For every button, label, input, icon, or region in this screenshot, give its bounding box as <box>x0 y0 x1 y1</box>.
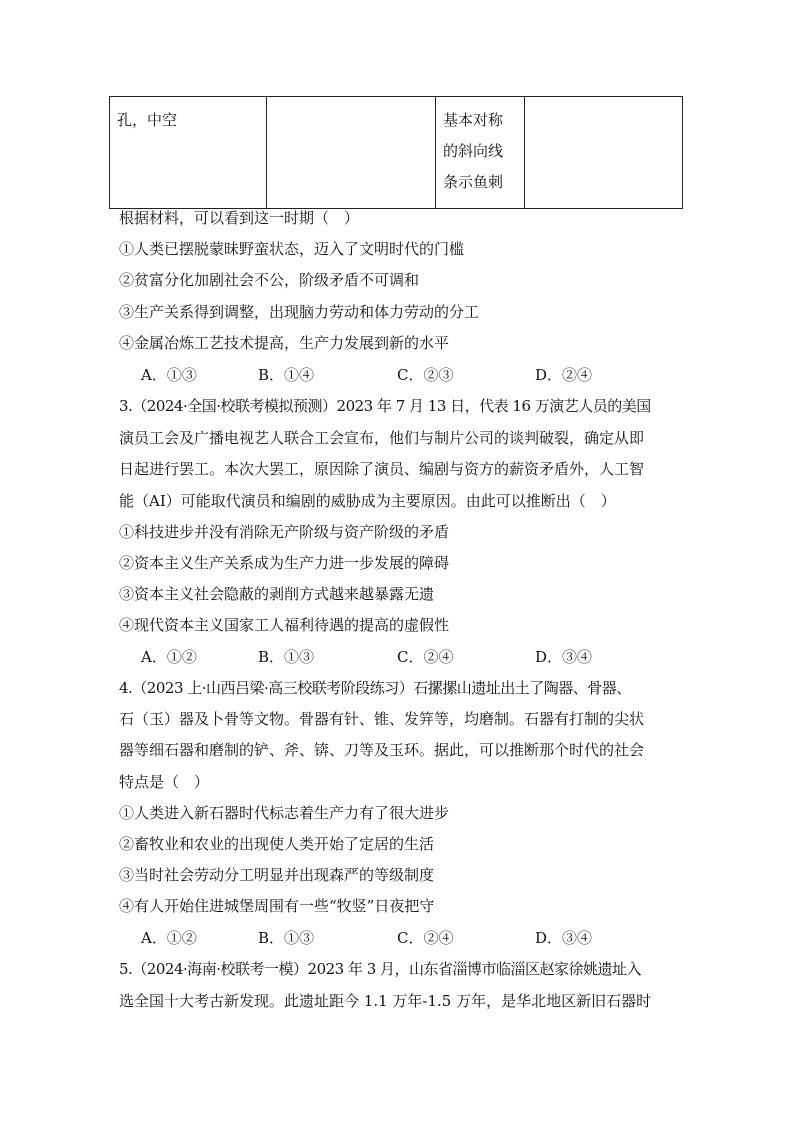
q3-item-3: ③资本主义社会隐蔽的剥削方式越来越暴露无遗 <box>119 585 435 603</box>
table-cell: 孔，中空 <box>110 97 267 209</box>
q5-stem-line-1: 5.（2024·海南·校联考一模）2023 年 3 月，山东省淄博市临淄区赵家徐姚遗址入 <box>119 960 642 978</box>
q3-stem-line-1: 3.（2024·全国·校联考模拟预测）2023 年 7 月 13 日，代表 16 万演艺人员的美国 <box>119 397 651 415</box>
q4-option-b[interactable]: B．①③ <box>258 929 315 947</box>
q3-stem-line-3: 日起进行罢工。本次大罢工，原因除了演员、编剧与资方的薪资矛盾外，人工智 <box>119 460 645 478</box>
q4-item-2: ②畜牧业和农业的出现使人类开始了定居的生活 <box>119 835 435 853</box>
q2-option-b[interactable]: B．①④ <box>258 366 315 384</box>
q2-option-c[interactable]: C．②③ <box>397 366 454 384</box>
table-cell <box>525 97 683 209</box>
q4-item-3: ③当时社会劳动分工明显并出现森严的等级制度 <box>119 866 435 884</box>
q3-option-b[interactable]: B．①③ <box>258 648 315 666</box>
q2-item-3: ③生产关系得到调整，出现脑力劳动和体力劳动的分工 <box>119 303 480 321</box>
q4-item-1: ①人类进入新石器时代标志着生产力有了很大进步 <box>119 804 450 822</box>
q3-item-2: ②资本主义生产关系成为生产力进一步发展的障碍 <box>119 554 450 572</box>
q2-stem: 根据材料，可以看到这一时期（ ） <box>119 209 360 227</box>
q5-stem-line-2: 选全国十大考古新发现。此遗址距今 1.1 万年-1.5 万年，是华北地区新旧石器时 <box>119 992 652 1010</box>
q4-stem-line-1: 4.（2023 上·山西吕梁·高三校联考阶段练习）石摞摞山遗址出土了陶器、骨器、 <box>119 679 631 697</box>
q4-stem-line-2: 石（玉）器及卜骨等文物。骨器有针、锥、发笄等，均磨制。石器有打制的尖状 <box>119 710 645 728</box>
q2-option-d[interactable]: D．②④ <box>535 366 593 384</box>
q2-item-4: ④金属冶炼工艺技术提高，生产力发展到新的水平 <box>119 334 450 352</box>
table-cell: 基本对称 的斜向线 条示鱼刺 <box>436 97 525 209</box>
table-cell <box>267 97 436 209</box>
q3-stem-line-2: 演员工会及广播电视艺人联合工会宣布，他们与制片公司的谈判破裂，确定从即 <box>119 429 645 447</box>
table-row <box>110 97 683 209</box>
q4-option-a[interactable]: A．①② <box>141 929 197 947</box>
q2-item-1: ①人类已摆脱蒙昧野蛮状态，迈入了文明时代的门槛 <box>119 240 465 258</box>
q3-option-c[interactable]: C．②④ <box>397 648 454 666</box>
q4-option-c[interactable]: C．②④ <box>397 929 454 947</box>
artifact-table-fragment <box>109 96 683 209</box>
q3-option-d[interactable]: D．③④ <box>535 648 593 666</box>
q4-stem-line-4: 特点是（ ） <box>119 773 210 791</box>
q4-stem-line-3: 器等细石器和磨制的铲、斧、锛、刀等及玉环。据此，可以推断那个时代的社会 <box>119 741 645 759</box>
q2-option-a[interactable]: A．①③ <box>141 366 197 384</box>
q4-option-d[interactable]: D．③④ <box>535 929 593 947</box>
q3-item-1: ①科技进步并没有消除无产阶级与资产阶级的矛盾 <box>119 523 450 541</box>
q3-item-4: ④现代资本主义国家工人福利待遇的提高的虚假性 <box>119 616 450 634</box>
q3-stem-line-4: 能（AI）可能取代演员和编剧的威胁成为主要原因。由此可以推断出（ ） <box>119 492 616 510</box>
q4-item-4: ④有人开始住进城堡周围有一些“牧竖”日夜把守 <box>119 897 435 915</box>
q3-option-a[interactable]: A．①② <box>141 648 197 666</box>
q2-item-2: ②贫富分化加剧社会不公，阶级矛盾不可调和 <box>119 271 420 289</box>
